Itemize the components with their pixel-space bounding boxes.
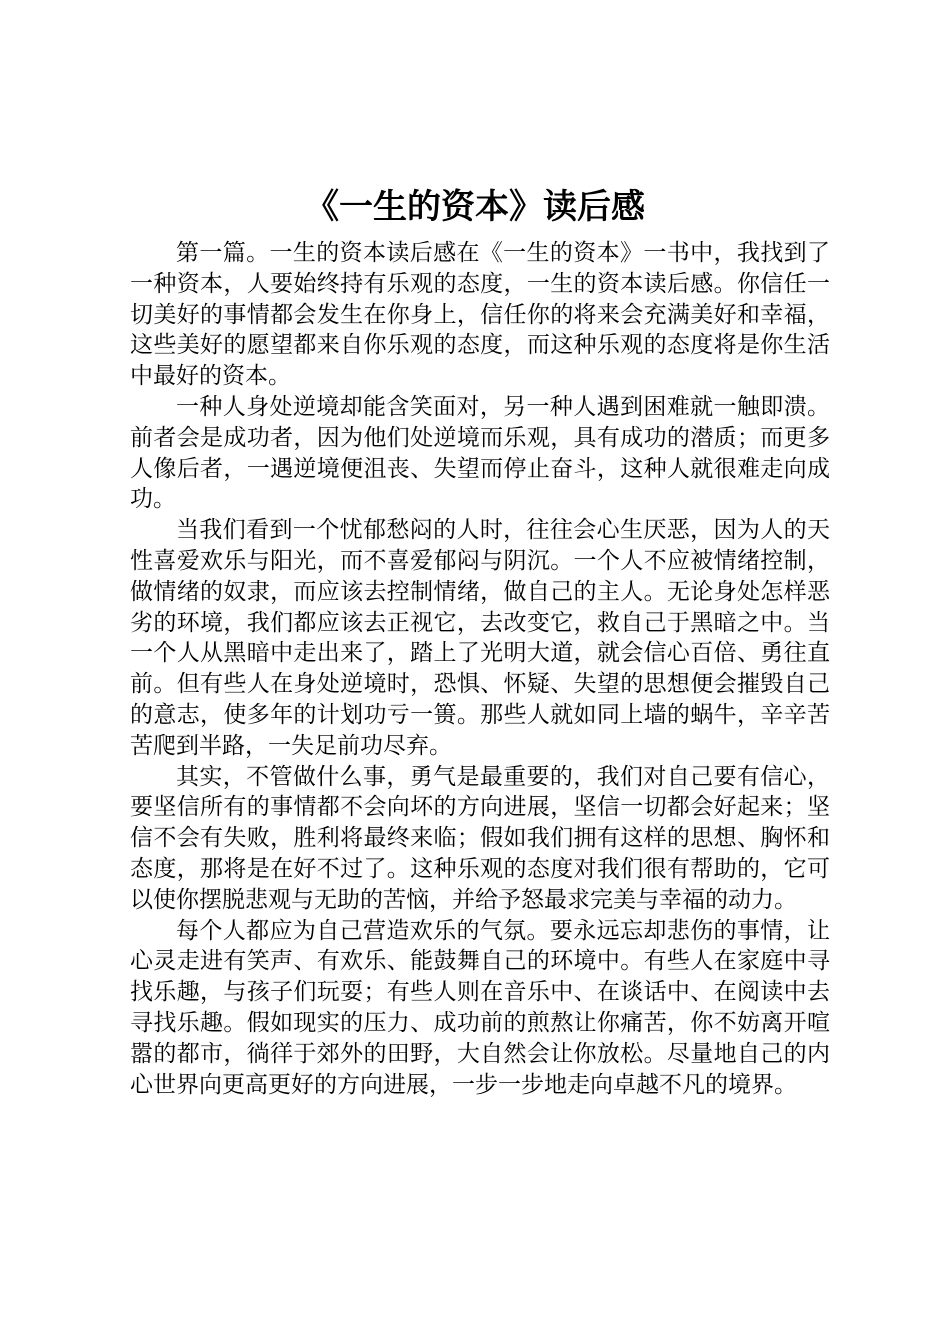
paragraph: 当我们看到一个忧郁愁闷的人时，往往会心生厌恶，因为人的天性喜爱欢乐与阳光，而不喜爱郁闷与阴沉。一个人不应被情绪控制，做情绪的奴隶，而应该去控制情绪，做自己的主人。无论身处怎样恶劣的环境，我们都应该去正视它，去改变它，救自己于黑暗之中。当一个人从黑暗中走出来了，踏上了光明大道，就会信心百倍、勇往直前。但有些人在身处逆境时，恐惧、怀疑、失望的思想便会摧毁自己的意志，使多年的计划功亏一篑。那些人就如同上墙的蜗牛，辛辛苦苦爬到半路，一失足前功尽弃。 bbox=[130, 517, 830, 759]
paragraph: 一种人身处逆境却能含笑面对，另一种人遇到困难就一触即溃。前者会是成功者，因为他们处逆境而乐观，具有成功的潜质；而更多人像后者，一遇逆境便沮丧、失望而停止奋斗，这种人就很难走向成功。 bbox=[130, 393, 830, 513]
document-title: 《一生的资本》读后感 bbox=[305, 187, 645, 227]
paragraph: 第一篇。一生的资本读后感在《一生的资本》一书中，我找到了一种资本，人要始终持有乐观的态度，一生的资本读后感。你信任一切美好的事情都会发生在你身上，信任你的将来会充满美好和幸福，这些美好的愿望都来自你乐观的态度，而这种乐观的态度将是你生活中最好的资本。 bbox=[130, 240, 830, 390]
paragraph: 每个人都应为自己营造欢乐的气氛。要永远忘却悲伤的事情，让心灵走进有笑声、有欢乐、能鼓舞自己的环境中。有些人在家庭中寻找乐趣，与孩子们玩耍；有些人则在音乐中、在谈话中、在阅读中去寻找乐趣。假如现实的压力、成功前的煎熬让你痛苦，你不妨离开喧嚣的都市，徜徉于郊外的田野，大自然会让你放松。尽量地自己的内心世界向更高更好的方向进展，一步一步地走向卓越不凡的境界。 bbox=[130, 917, 830, 1098]
document-body bbox=[130, 238, 830, 1100]
paragraph: 其实，不管做什么事，勇气是最重要的，我们对自己要有信心，要坚信所有的事情都不会向坏的方向进展，坚信一切都会好起来；坚信不会有失败，胜利将最终来临；假如我们拥有这样的思想、胸怀和态度，那将是在好不过了。这种乐观的态度对我们很有帮助的，它可以使你摆脱悲观与无助的苦恼，并给予怒最求完美与幸福的动力。 bbox=[130, 763, 830, 913]
